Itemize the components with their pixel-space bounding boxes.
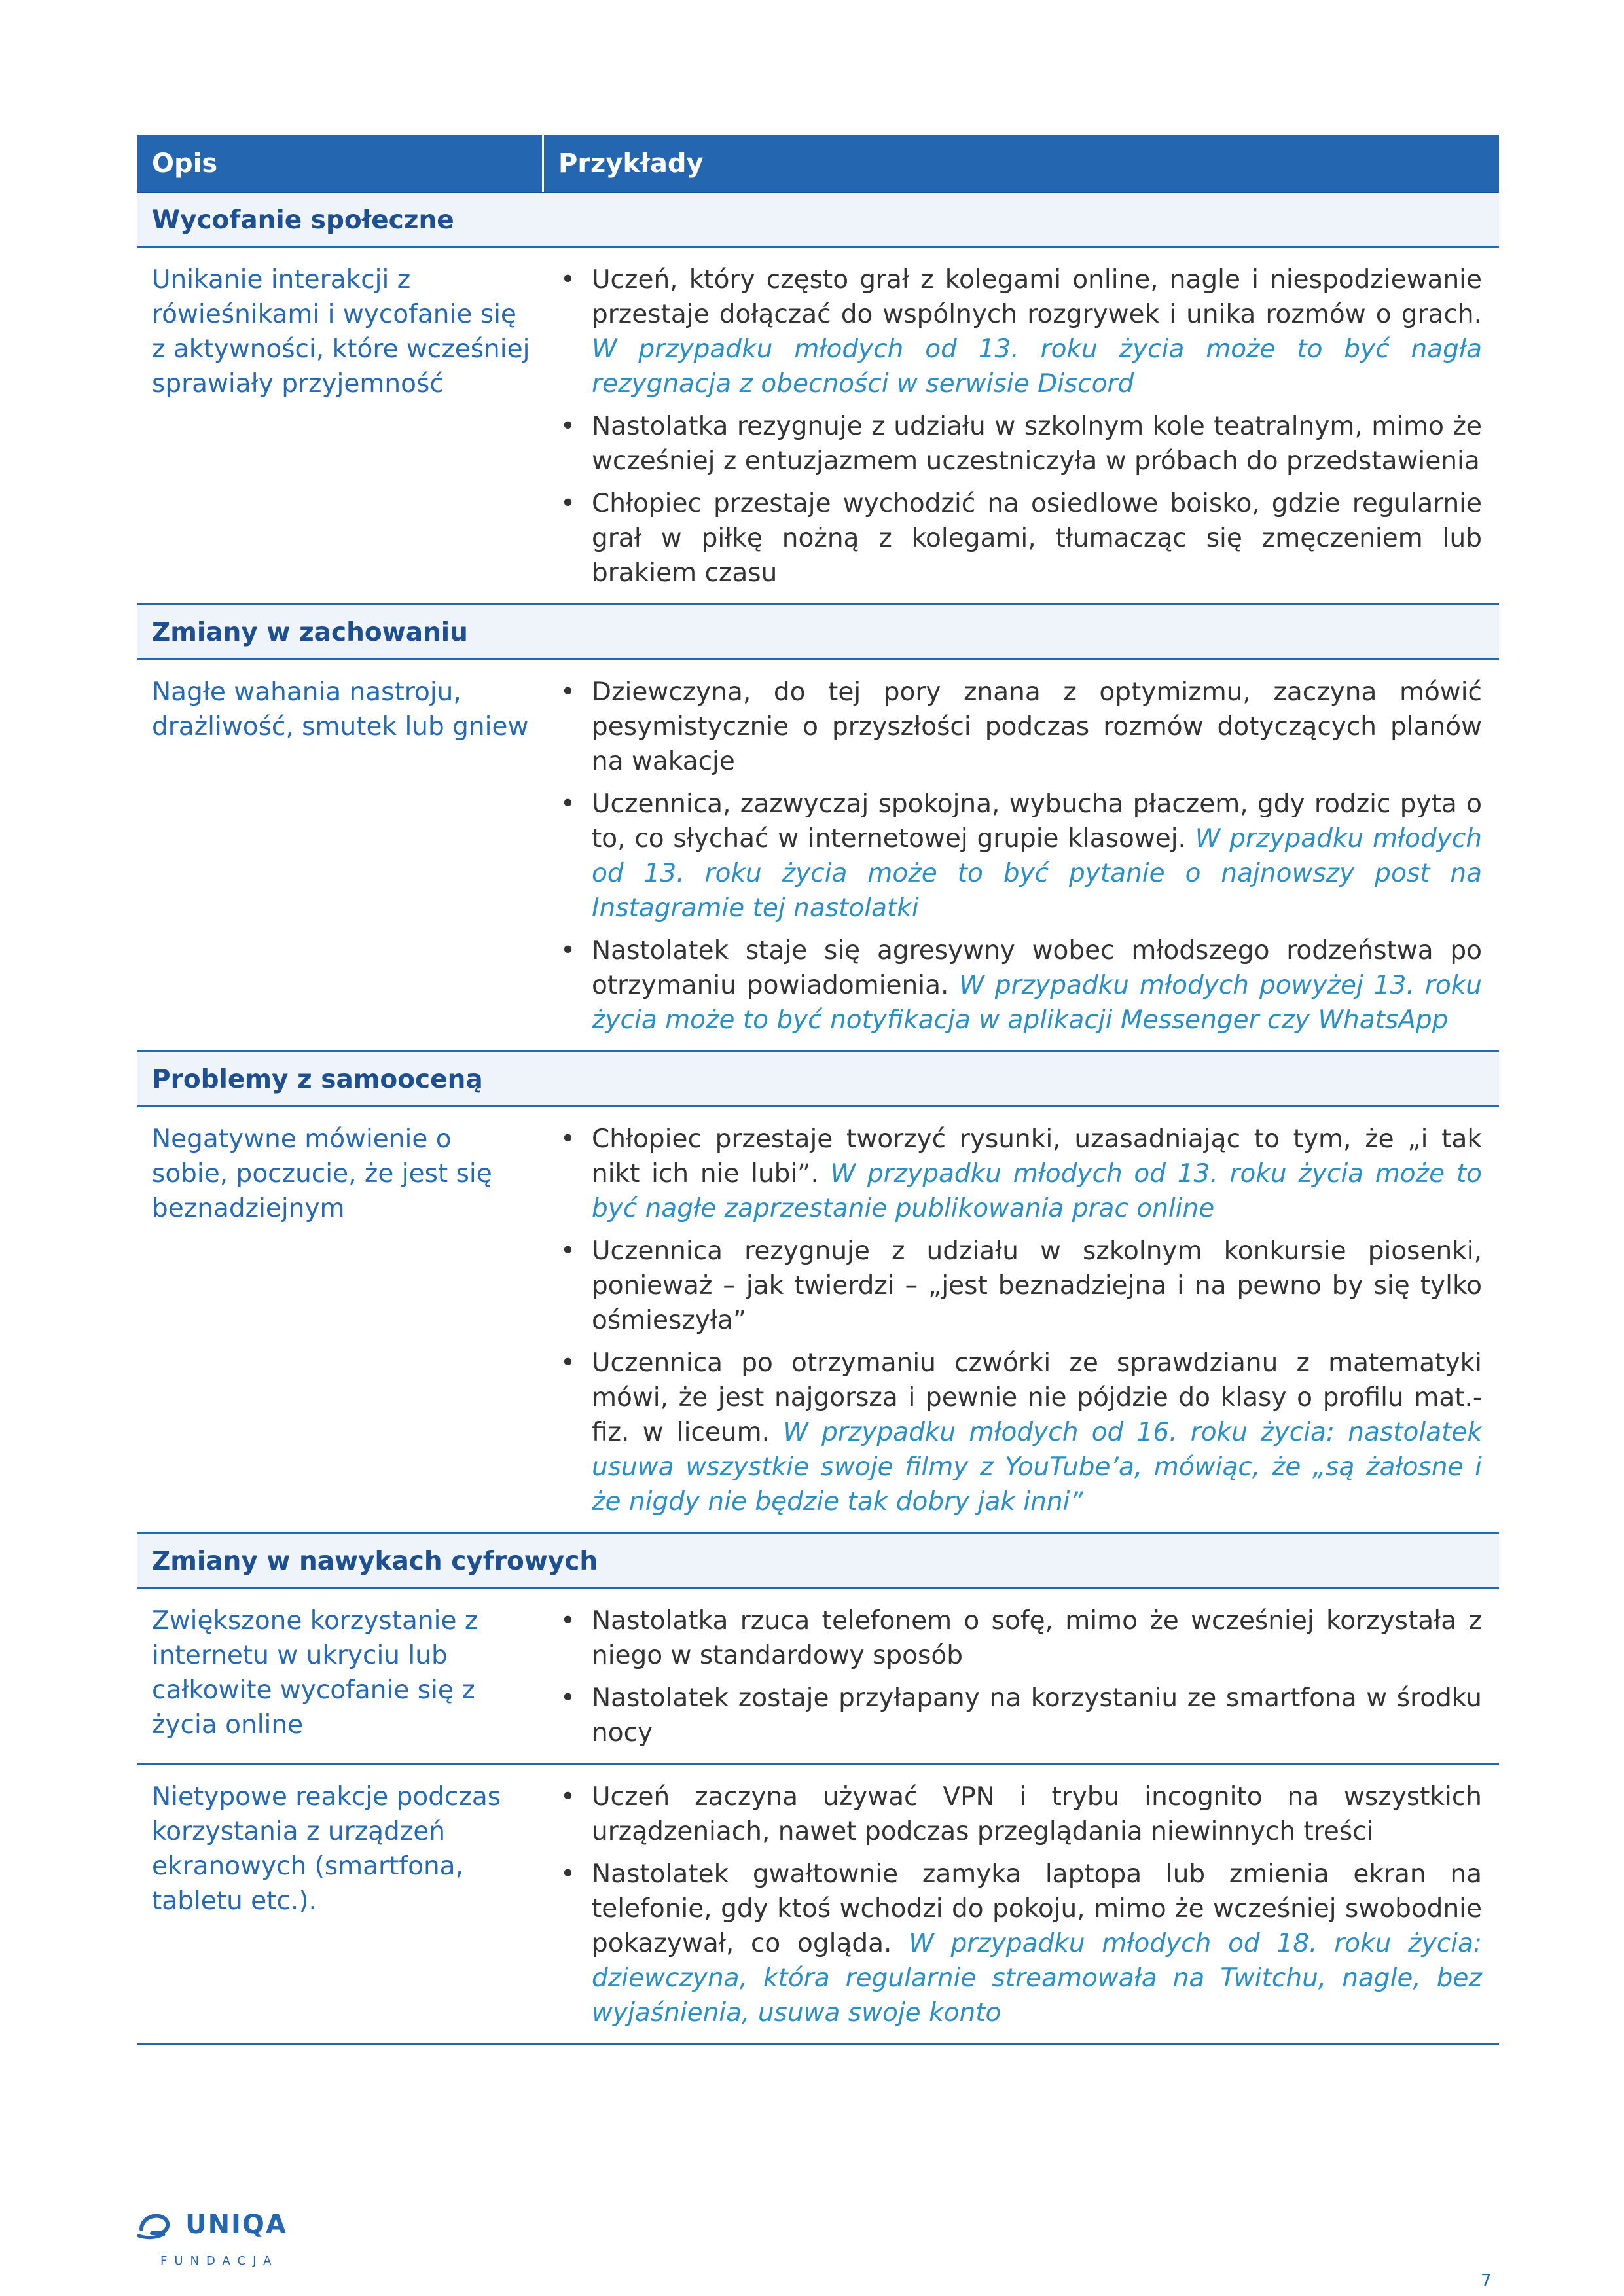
example-note: W przypadku młodych od 13. roku życia może to być nagła rezygnacja z obecności w serwisie Discord [592, 334, 1482, 399]
bullet-icon: • [560, 1859, 576, 1889]
table-row [137, 660, 1499, 1052]
examples-list [546, 1107, 1499, 1532]
example-text: Chłopiec przestaje tworzyć rysunki, uzasadniając to tym, że „i tak nikt ich nie lubi”. [592, 1124, 1482, 1189]
page-number: 7 [1481, 2271, 1492, 2291]
section-title: Problemy z samooceną [152, 1065, 483, 1094]
example-text: Uczennica po otrzymaniu czwórki ze sprawdzianu z matematyki mówi, że jest najgorsza i pewnie nie pójdzie do klasy o profilu mat.-fiz. w liceum. [592, 1348, 1482, 1447]
bullet-icon: • [560, 789, 576, 819]
example-item [546, 262, 1482, 401]
section-header [137, 605, 1499, 660]
example-text: Chłopiec przestaje wychodzić na osiedlowe boisko, gdzie regularnie grał w piłkę nożną z kolegami, tłumacząc się zmęczeniem lub brakiem czasu [592, 489, 1482, 588]
section-title: Zmiany w nawykach cyfrowych [152, 1547, 598, 1576]
example-note: W przypadku młodych powyżej 13. roku życia może to być notyfikacja w aplikacji Messenger czy WhatsApp [592, 971, 1482, 1035]
example-note: W przypadku młodych od 13. roku życia może to być nagłe zaprzestanie publikowania prac online [592, 1159, 1482, 1223]
example-text: Nastolatka rzuca telefonem o sofę, mimo że wcześniej korzystała z niego w standardowy sposób [592, 1606, 1482, 1670]
example-item [546, 1604, 1482, 1673]
header-col-description: Opis [137, 135, 544, 192]
example-item [546, 1780, 1482, 1849]
row-description: Negatywne mówienie o sobie, poczucie, że jest się beznadziejnym [152, 1124, 492, 1223]
example-text: Nastolatek zostaje przyłapany na korzystaniu ze smartfona w środku nocy [592, 1683, 1482, 1748]
example-text: Uczeń zaczyna używać VPN i trybu incognito na wszystkich urządzeniach, nawet podczas przeglądania niewinnych treści [592, 1782, 1482, 1846]
example-text: Nastolatek staje się agresywny wobec młodszego rodzeństwa po otrzymaniu powiadomienia. [592, 936, 1482, 1000]
bullet-icon: • [560, 1782, 576, 1812]
example-note: W przypadku młodych od 18. roku życia: dziewczyna, która regularnie streamowała na Twitchu, nagle, bez wyjaśnienia, usuwa swoje konto [592, 1929, 1483, 2028]
bullet-icon: • [560, 1236, 576, 1266]
examples-list [546, 248, 1499, 603]
example-text: Uczennica rezygnuje z udziału w szkolnym konkursie piosenki, ponieważ – jak twierdzi – „jest beznadziejna i na pewno by się tylko ośmieszyła” [592, 1236, 1482, 1335]
example-text: Uczeń, który często grał z kolegami online, nagle i niespodziewanie przestaje dołączać do wspólnych rozgrywek i unika rozmów o grach. [592, 265, 1482, 329]
example-item [546, 409, 1482, 478]
bullet-icon: • [560, 412, 576, 441]
example-item [546, 787, 1482, 925]
example-item [546, 1122, 1482, 1226]
bullet-icon: • [560, 936, 576, 965]
example-text: Nastolatek gwałtownie zamyka laptopa lub zmienia ekran na telefonie, gdy ktoś wchodzi do pokoju, mimo że wcześniej swobodnie pokazywał, co ogląda. [592, 1859, 1482, 1958]
info-table [137, 135, 1499, 2045]
table-row [137, 1589, 1499, 1765]
example-text: Dziewczyna, do tej pory znana z optymizmu, zaczyna mówić pesymistycznie o przyszłości podczas rozmów dotyczących planów na wakacje [592, 677, 1482, 776]
table-row [137, 1765, 1499, 2045]
header-col-examples: Przykłady [558, 149, 704, 179]
bullet-icon: • [560, 677, 576, 707]
example-note: W przypadku młodych od 13. roku życia może to być pytanie o najnowszy post na Instagramie tej nastolatki [592, 824, 1482, 923]
logo-name: UNIQA [185, 2210, 287, 2240]
row-description: Unikanie interakcji z rówieśnikami i wycofanie się z aktywności, które wcześniej sprawiały przyjemność [152, 265, 530, 399]
section-header [137, 1052, 1499, 1107]
example-item [546, 1234, 1482, 1338]
examples-list [546, 1765, 1499, 2043]
table-row [137, 248, 1499, 605]
table-row [137, 1107, 1499, 1534]
bullet-icon: • [560, 489, 576, 518]
bullet-icon: • [560, 1348, 576, 1378]
row-description: Nagłe wahania nastroju, drażliwość, smutek lub gniew [152, 677, 529, 742]
bullet-icon: • [560, 1124, 576, 1154]
row-description: Zwiększone korzystanie z internetu w ukryciu lub całkowite wycofanie się z życia online [152, 1606, 478, 1740]
footer-logo [137, 2210, 287, 2268]
example-item [546, 1681, 1482, 1750]
section-title: Wycofanie społeczne [152, 206, 454, 235]
examples-list [546, 1589, 1499, 1763]
examples-list [546, 660, 1499, 1050]
example-item [546, 486, 1482, 590]
example-text: Nastolatka rezygnuje z udziału w szkolnym kole teatralnym, mimo że wcześniej z entuzjazmem uczestniczyła w próbach do przedstawienia [592, 412, 1482, 476]
section-header [137, 1534, 1499, 1589]
bullet-icon: • [560, 265, 576, 295]
section-title: Zmiany w zachowaniu [152, 618, 468, 647]
row-description: Nietypowe reakcje podczas korzystania z urządzeń ekranowych (smartfona, tabletu etc.). [152, 1782, 501, 1916]
example-item [546, 933, 1482, 1037]
table-body [137, 193, 1499, 2045]
uniqa-logo-icon [137, 2210, 178, 2240]
logo-subtitle: FUNDACJA [160, 2254, 279, 2268]
example-item [546, 1857, 1482, 2030]
example-item [546, 1346, 1482, 1519]
section-header [137, 193, 1499, 248]
bullet-icon: • [560, 1683, 576, 1713]
table-header [137, 135, 1499, 193]
example-note: W przypadku młodych od 16. roku życia: nastolatek usuwa wszystkie swoje filmy z YouTube’a, mówiąc, że „są żałosne i że nigdy nie będzie tak dobry jak inni” [592, 1418, 1482, 1516]
example-item [546, 675, 1482, 779]
example-text: Uczennica, zazwyczaj spokojna, wybucha płaczem, gdy rodzic pyta o to, co słychać w internetowej grupie klasowej. [592, 789, 1482, 853]
bullet-icon: • [560, 1606, 576, 1636]
